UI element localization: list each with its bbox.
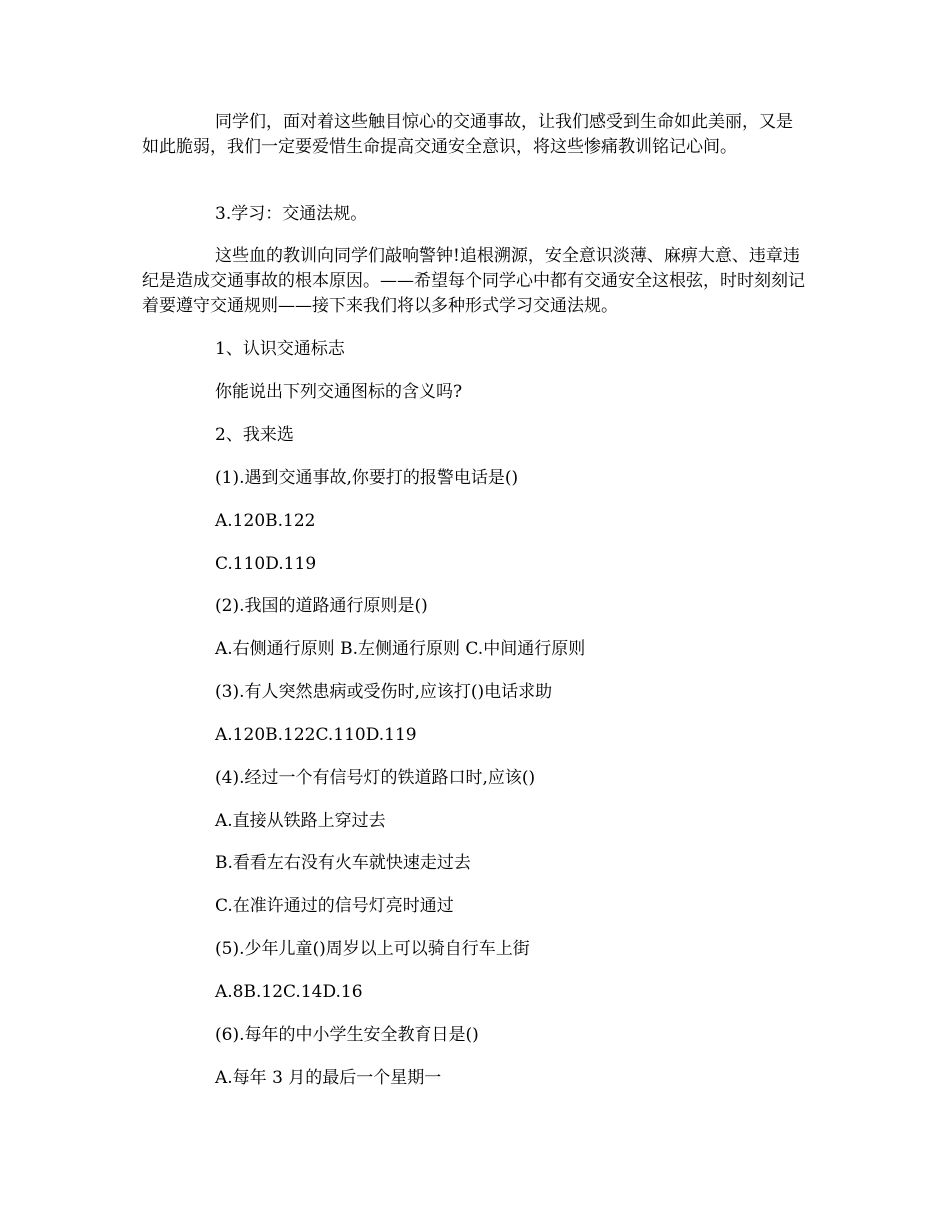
- question-4-option-a: A.直接从铁路上穿过去: [215, 811, 386, 831]
- question-2-options: A.右侧通行原则 B.左侧通行原则 C.中间通行原则: [215, 639, 586, 659]
- question-3: (3).有人突然患病或受伤时,应该打()电话求助: [215, 682, 553, 702]
- question-1: (1).遇到交通事故,你要打的报警电话是(): [215, 468, 519, 488]
- subheading-traffic-signs: 1、认识交通标志: [215, 339, 345, 359]
- question-6-option-a: A.每年 3 月的最后一个星期一: [215, 1068, 442, 1088]
- question-5: (5).少年儿童()周岁以上可以骑自行车上街: [215, 939, 530, 959]
- question-2: (2).我国的道路通行原则是(): [215, 596, 428, 616]
- question-1-options-c-d: C.110D.119: [215, 554, 317, 574]
- question-1-options-a-b: A.120B.122: [215, 511, 316, 531]
- paragraph-intro: 同学们，面对着这些触目惊心的交通事故，让我们感受到生命如此美丽，又是如此脆弱，我们一定要爱惜生命提高交通安全意识，将这些惨痛教训铭记心间。: [142, 112, 793, 157]
- section-heading: 3.学习：交通法规。: [215, 204, 368, 224]
- question-4-option-c: C.在准许通过的信号灯亮时通过: [215, 896, 454, 916]
- question-5-options: A.8B.12C.14D.16: [215, 982, 363, 1002]
- paragraph-warning: 这些血的教训向同学们敲响警钟!追根溯源，安全意识淡薄、麻痹大意、违章违纪是造成交通事故的根本原因。——希望每个同学心中都有交通安全这根弦，时时刻刻记着要遵守交通规则——接下来我们将以多种形式学习交通法规。: [142, 246, 805, 316]
- question-text: 你能说出下列交通图标的含义吗?: [215, 382, 463, 402]
- question-6: (6).每年的中小学生安全教育日是(): [215, 1025, 479, 1045]
- question-4: (4).经过一个有信号灯的铁道路口时,应该(): [215, 768, 536, 788]
- question-3-options: A.120B.122C.110D.119: [215, 725, 417, 745]
- subheading-choose: 2、我来选: [215, 425, 294, 445]
- question-4-option-b: B.看看左右没有火车就快速走过去: [215, 853, 471, 873]
